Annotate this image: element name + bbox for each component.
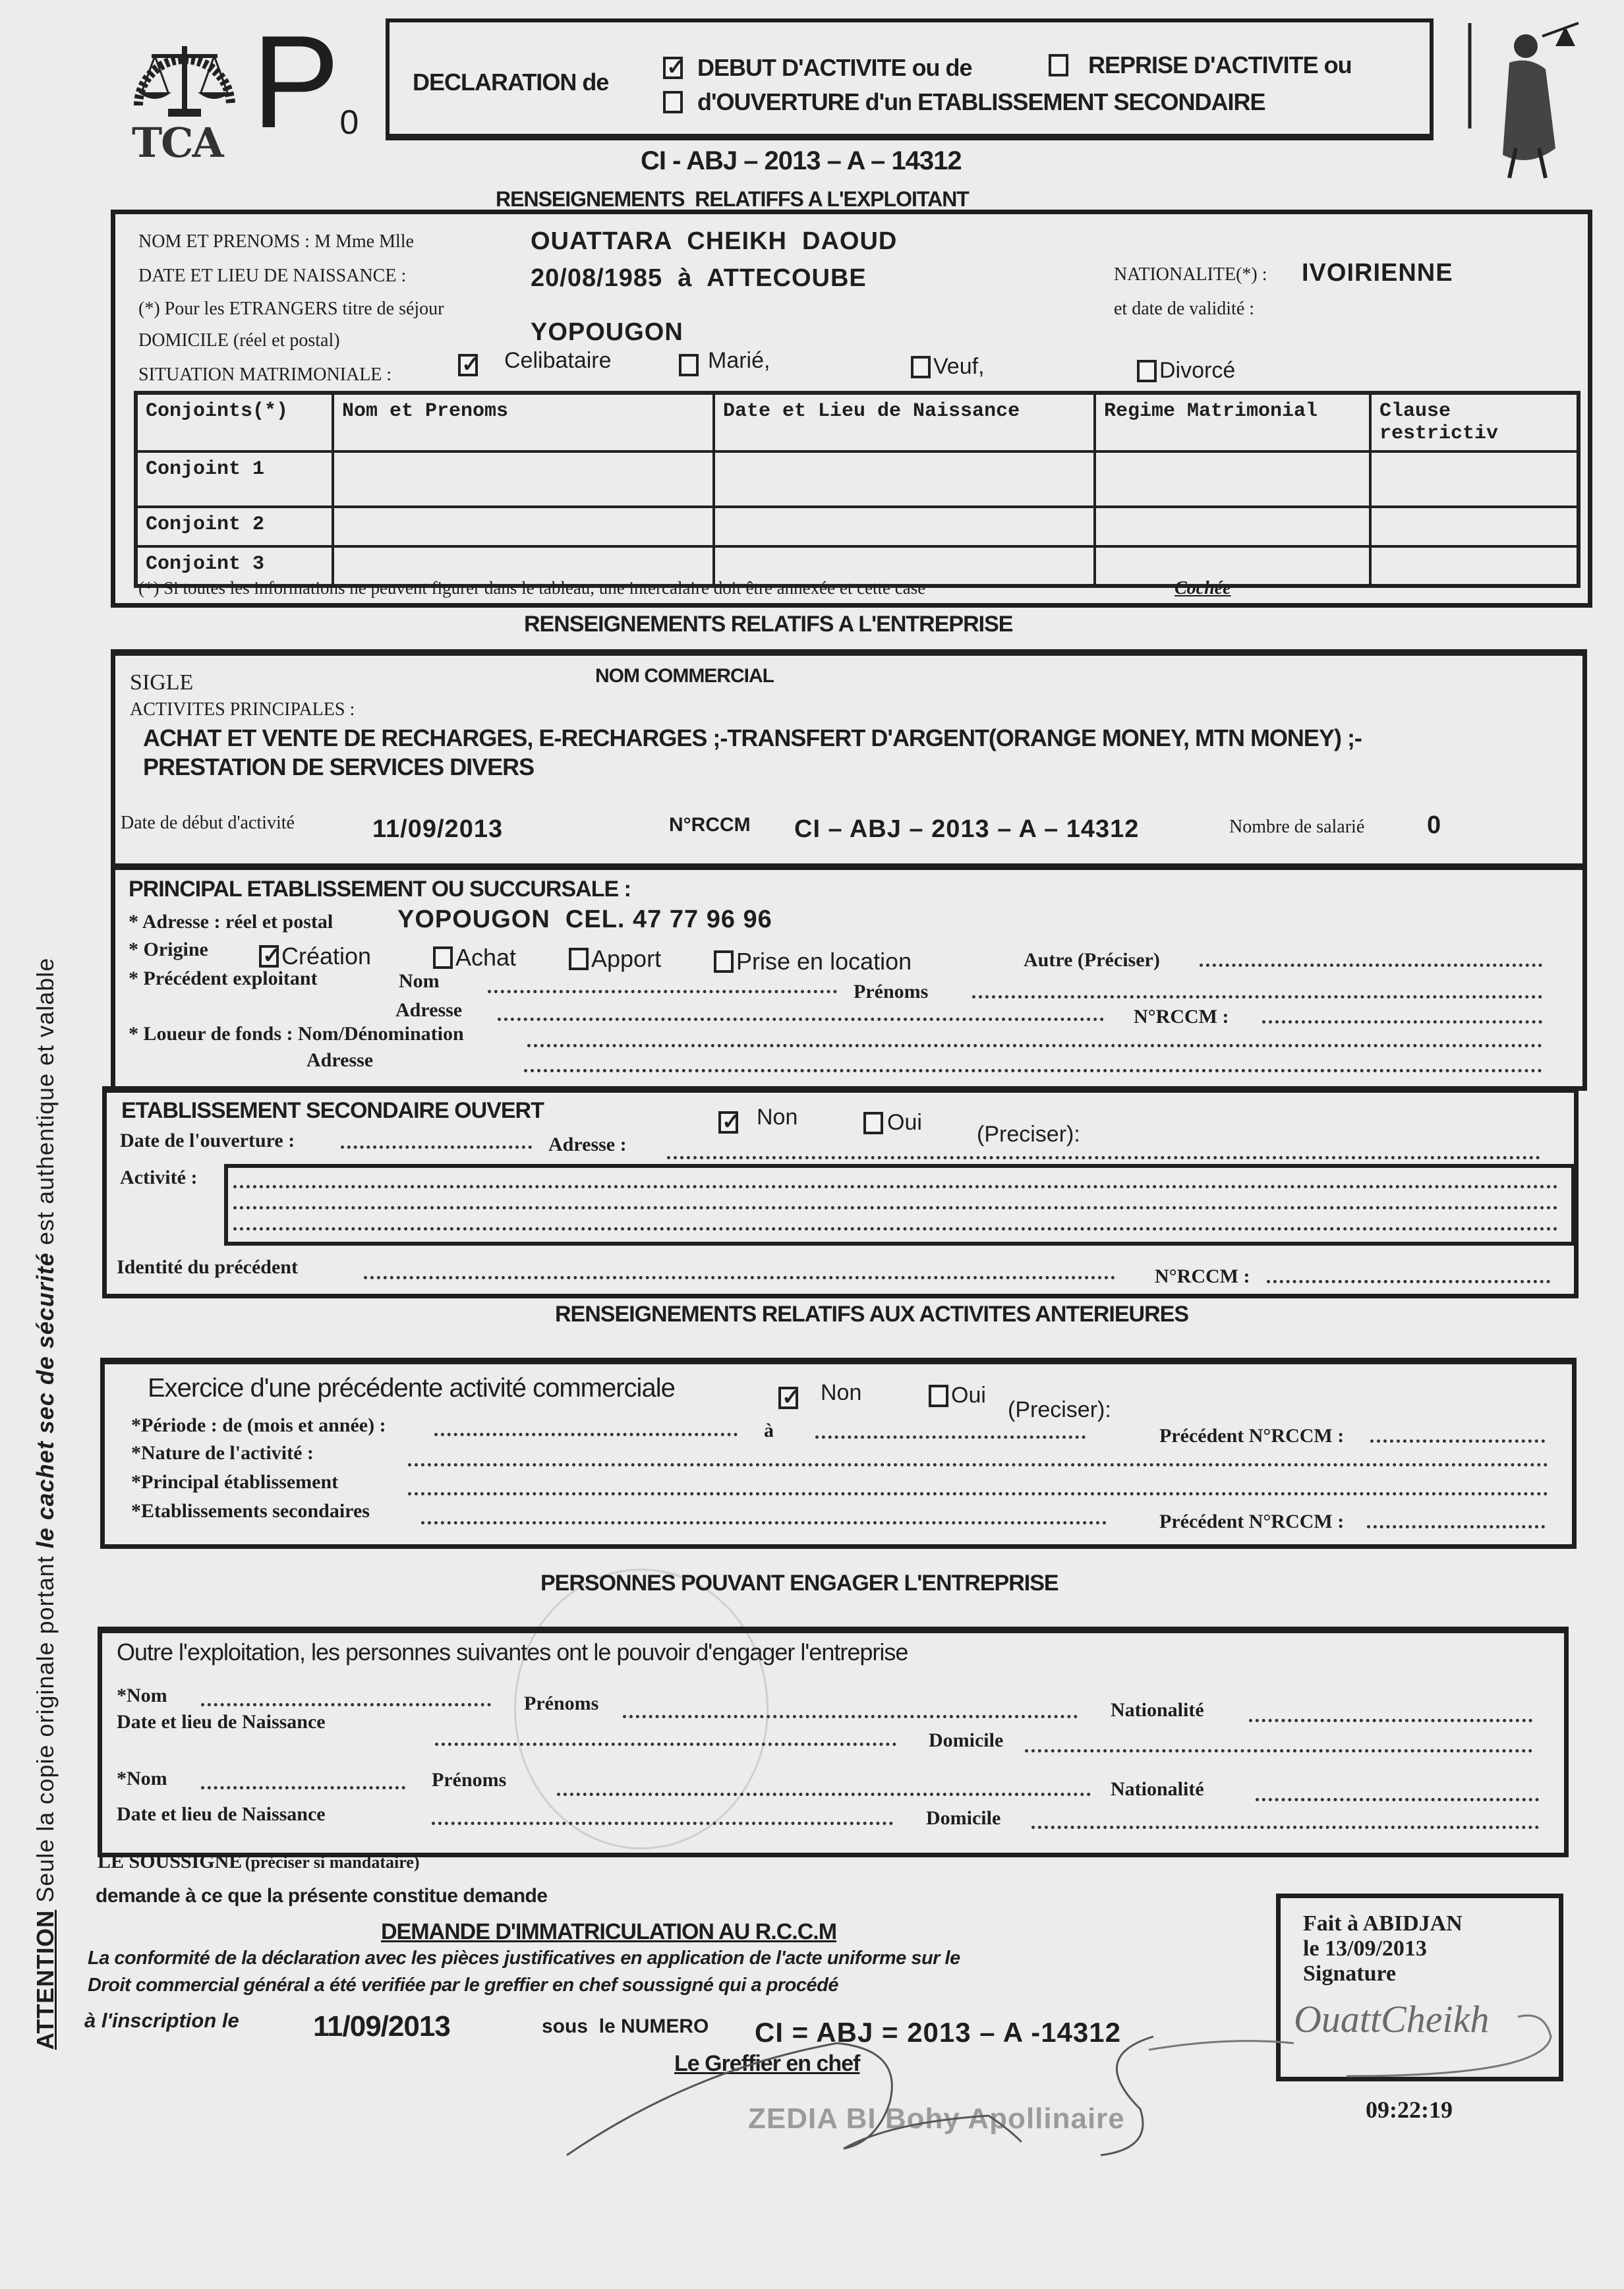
etablissement-secondaire-box: [102, 1086, 1579, 1298]
loueur-label: * Loueur de fonds : Nom/Dénomination: [129, 1023, 464, 1045]
precedent-prenoms-label: Prénoms: [854, 981, 929, 1002]
nationalite-label: NATIONALITE(*) :: [1114, 264, 1267, 285]
secondaire-non[interactable]: ✓ Non: [718, 1105, 798, 1134]
secondaire-title: ETABLISSEMENT SECONDAIRE OUVERT: [121, 1098, 544, 1123]
table-cell[interactable]: [714, 507, 1095, 546]
person-2-nationalite-label: Nationalité: [1111, 1778, 1204, 1800]
table-cell[interactable]: [714, 451, 1095, 507]
situation-marie[interactable]: Marié,: [679, 354, 770, 376]
exploitant-section-title: RENSEIGNEMENTS RELATIFFS A L'EXPLOITANT: [496, 187, 969, 211]
time-stamp: 09:22:19: [1366, 2097, 1453, 2123]
table-cell: Conjoint 1: [136, 451, 333, 507]
achat-checkbox[interactable]: [433, 946, 453, 969]
person-2-domicile-field[interactable]: [1031, 1822, 1539, 1829]
inscription-label: à l'inscription le: [84, 2009, 239, 2032]
situation-celibataire[interactable]: ✓ Celibataire: [458, 354, 612, 376]
principal-etab-label: *Principal établissement: [131, 1471, 339, 1493]
form-code-sub: 0: [339, 103, 359, 142]
soussigne-line: [98, 1851, 419, 1873]
option-ouverture-secondaire[interactable]: d'OUVERTURE d'un ETABLISSEMENT SECONDAIRE: [663, 88, 1265, 116]
precedent-rccm-label: N°RCCM :: [1134, 1006, 1229, 1028]
sigle-label: SIGLE: [130, 670, 194, 695]
etrangers-label: (*) Pour les ETRANGERS titre de séjour: [138, 299, 444, 319]
person-1-naissance-field[interactable]: [435, 1739, 896, 1746]
entreprise-rccm-label: N°RCCM: [669, 814, 751, 836]
activite-label: Activité :: [120, 1167, 198, 1188]
secondaire-rccm-label: N°RCCM :: [1155, 1265, 1250, 1287]
nom-label: NOM ET PRENOMS : M Mme Mlle: [138, 231, 414, 252]
margin-attention: ATTENTION: [32, 1909, 59, 2050]
origine-prise-en-location[interactable]: Prise en location: [714, 948, 912, 975]
reprise-activite-checkbox[interactable]: [1049, 54, 1068, 76]
periode-a-label: à: [764, 1420, 774, 1441]
anterieures-section-title: RENSEIGNEMENTS RELATIFS AUX ACTIVITES ANTERIEURES: [555, 1302, 1189, 1327]
table-cell[interactable]: [1370, 546, 1579, 586]
table-header: Nom et Prenoms: [333, 393, 714, 451]
person-1-prenoms-field[interactable]: [623, 1711, 1078, 1718]
table-cell[interactable]: [333, 451, 714, 507]
apport-checkbox[interactable]: [569, 948, 589, 970]
secondaire-adresse-label: Adresse :: [548, 1134, 627, 1155]
court-logo: [125, 26, 244, 165]
fait-a-label: Fait à ABIDJAN: [1303, 1911, 1463, 1936]
soussigne-label: LE SOUSSIGNE: [98, 1851, 243, 1872]
periode-de-field[interactable]: [434, 1429, 738, 1436]
table-cell[interactable]: [1095, 546, 1370, 586]
form-code-letter: P: [252, 9, 340, 156]
precedent-rccm-field-1[interactable]: [1370, 1435, 1545, 1443]
periode-a-field[interactable]: [815, 1432, 1086, 1439]
secondaire-adresse-field[interactable]: [667, 1152, 1540, 1159]
nationalite-value: IVOIRIENNE: [1302, 259, 1453, 287]
origine-label: * Origine: [129, 939, 208, 960]
nom-value: OUATTARA CHEIKH DAOUD: [531, 227, 898, 255]
margin-authenticity-note: [32, 958, 59, 2050]
principal-etablissement-box: [111, 863, 1587, 1091]
table-cell[interactable]: [1095, 507, 1370, 546]
header-rccm-number: CI - ABJ – 2013 – A – 14312: [641, 146, 962, 175]
situation-label: SITUATION MATRIMONIALE :: [138, 364, 392, 385]
conjoints-table: [134, 391, 1580, 588]
greffier-label: Le Greffier en chef: [674, 2051, 860, 2076]
table-header: Conjoints(*): [136, 393, 333, 451]
numero-value: CI = ABJ = 2013 – A -14312: [755, 2017, 1121, 2048]
logo-initials: TCA: [132, 119, 223, 167]
personnes-box: [98, 1627, 1569, 1857]
table-cell[interactable]: [1370, 507, 1579, 546]
anterieures-non-checkbox[interactable]: [778, 1387, 798, 1409]
table-row: [136, 507, 1579, 546]
precedent-prenoms-field[interactable]: [972, 991, 1542, 999]
marie-checkbox[interactable]: [679, 354, 699, 376]
secondaire-rccm-field[interactable]: [1267, 1276, 1550, 1283]
precedent-rccm-field-2[interactable]: [1367, 1521, 1545, 1528]
signature-scrawl[interactable]: OuattCheikh: [1294, 1998, 1490, 2041]
conformite-line-1: La conformité de la déclaration avec les pièces justificatives en application de l'acte uniforme sur le: [88, 1948, 960, 1969]
cochee-link[interactable]: Cochée: [1174, 578, 1231, 598]
personnes-intro: Outre l'exploitation, les personnes suivantes ont le pouvoir d'engager l'entreprise: [117, 1638, 908, 1666]
domicile-label: DOMICILE (réel et postal): [138, 330, 340, 351]
table-header: Clause restrictiv: [1370, 393, 1579, 451]
identite-precedent-label: Identité du précédent: [117, 1256, 298, 1278]
activite-textarea[interactable]: [224, 1164, 1575, 1246]
table-header: Regime Matrimonial: [1095, 393, 1370, 451]
fait-date-label: le 13/09/2013: [1303, 1936, 1427, 1961]
person-1-naissance-label: Date et lieu de Naissance: [117, 1711, 326, 1733]
soussigne-note: (préciser si mandataire): [245, 1853, 420, 1872]
person-1-domicile-field[interactable]: [1025, 1745, 1532, 1753]
demande-title: DEMANDE D'IMMATRICULATION AU R.C.C.M: [381, 1919, 837, 1944]
greffier-stamp: ZEDIA BI Bohy Apollinaire: [748, 2102, 1125, 2135]
origine-apport[interactable]: Apport: [569, 945, 661, 973]
margin-text-1: Seule la copie originale portant: [32, 1555, 59, 1903]
person-2-naissance-field[interactable]: [432, 1818, 893, 1825]
table-cell[interactable]: [1095, 451, 1370, 507]
creation-checkbox[interactable]: [259, 945, 279, 968]
lady-justice-figure: [1457, 16, 1588, 181]
secondaire-preciser: (Preciser):: [977, 1122, 1080, 1147]
signature-label: Signature: [1303, 1961, 1397, 1986]
option-reprise-activite[interactable]: REPRISE D'ACTIVITE ou: [1049, 51, 1352, 79]
entreprise-box: [111, 649, 1587, 868]
numero-label: sous le NUMERO: [542, 2015, 709, 2037]
table-header-row: [136, 393, 1579, 451]
activites-line-1: ACHAT ET VENTE DE RECHARGES, E-RECHARGES ;-TRANSFERT D'ARGENT(ORANGE MONEY, MTN MONEY) ;-: [143, 724, 1362, 751]
precedent-rccm-label-2: Précédent N°RCCM :: [1159, 1511, 1345, 1532]
prise-en-location-checkbox[interactable]: [714, 950, 734, 973]
margin-text-2: est authentique et valable: [32, 957, 59, 1246]
person-2-nationalite-field[interactable]: [1256, 1794, 1539, 1801]
precedent-rccm-field[interactable]: [1262, 1016, 1542, 1024]
situation-veuf[interactable]: Veuf,: [911, 354, 985, 380]
principal-adresse-value: YOPOUGON CEL. 47 77 96 96: [397, 906, 772, 933]
precedent-nom-label: Nom: [399, 970, 440, 992]
origine-achat[interactable]: Achat: [433, 944, 516, 971]
loueur-nom-field[interactable]: [527, 1040, 1542, 1047]
anterieures-non[interactable]: ✓ Non: [778, 1380, 861, 1409]
precedent-adresse-label: Adresse: [395, 999, 463, 1021]
date-ouverture-field[interactable]: [341, 1142, 532, 1149]
signature-box: [1276, 1894, 1563, 2081]
exploitant-box: [111, 210, 1592, 608]
person-1-prenoms-label: Prénoms: [524, 1693, 599, 1714]
date-ouverture-label: Date de l'ouverture :: [120, 1130, 295, 1151]
divorce-checkbox[interactable]: [1137, 360, 1157, 382]
activite-line: [233, 1202, 1558, 1209]
secondaire-non-checkbox[interactable]: [718, 1111, 738, 1134]
table-row: [136, 451, 1579, 507]
precedent-adresse-field[interactable]: [498, 1014, 1104, 1021]
situation-divorce[interactable]: Divorcé: [1137, 358, 1235, 384]
date-debut-value: 11/09/2013: [372, 815, 504, 843]
person-2-domicile-label: Domicile: [926, 1807, 1001, 1829]
inscription-date: 11/09/2013: [313, 2010, 450, 2043]
secondaire-oui[interactable]: Oui: [863, 1110, 922, 1136]
precedent-exploitant-label: * Précédent exploitant: [129, 968, 318, 989]
nature-field[interactable]: [408, 1459, 1548, 1466]
table-cell[interactable]: [1370, 451, 1579, 507]
anterieures-subtitle: Exercice d'une précédente activité commerciale: [148, 1374, 675, 1403]
activites-anterieures-box: [100, 1358, 1577, 1549]
conjoints-footnote: (*) Si toutes les informations ne peuvent figurer dans le tableau, une intercalaire doit être annexée et cette case: [138, 578, 926, 598]
secondaires-label: *Etablissements secondaires: [131, 1500, 370, 1522]
nom-commercial-label: NOM COMMERCIAL: [595, 665, 774, 687]
declaration-box: [386, 18, 1434, 140]
activites-line-2: PRESTATION DE SERVICES DIVERS: [143, 753, 535, 780]
principal-etab-field[interactable]: [408, 1488, 1548, 1495]
periode-label: *Période : de (mois et année) :: [131, 1414, 386, 1436]
person-1-nom-field[interactable]: [201, 1699, 491, 1706]
table-cell[interactable]: [333, 507, 714, 546]
entreprise-section-title: RENSEIGNEMENTS RELATIFS A L'ENTREPRISE: [524, 612, 1013, 637]
entreprise-rccm-value: CI – ABJ – 2013 – A – 14312: [794, 815, 1140, 843]
person-1-domicile-label: Domicile: [929, 1729, 1004, 1751]
activite-line: [233, 1223, 1558, 1231]
person-2-nom-label: *Nom: [117, 1768, 167, 1789]
person-2-nom-field[interactable]: [201, 1782, 405, 1789]
loueur-adresse-label: Adresse: [306, 1049, 374, 1071]
nature-label: *Nature de l'activité :: [131, 1442, 314, 1464]
veuf-checkbox[interactable]: [911, 356, 931, 378]
origine-creation[interactable]: ✓ Création: [259, 942, 371, 970]
secondaire-oui-checkbox[interactable]: [863, 1112, 883, 1134]
naissance-value: 20/08/1985 à ATTECOUBE: [531, 264, 867, 292]
domicile-value: YOPOUGON: [531, 318, 683, 346]
principal-adresse-label: * Adresse : réel et postal: [129, 911, 334, 933]
naissance-label: DATE ET LIEU DE NAISSANCE :: [138, 266, 407, 286]
precedent-nom-field[interactable]: [488, 986, 837, 993]
person-1-nom-label: *Nom: [117, 1685, 167, 1706]
table-cell: Conjoint 3: [136, 546, 333, 586]
activite-line: [233, 1181, 1558, 1188]
personnes-section-title: PERSONNES POUVANT ENGAGER L'ENTREPRISE: [540, 1571, 1058, 1596]
conformite-line-2: Droit commercial général a été verifiée par le greffier en chef soussigné qui a procédé: [88, 1975, 838, 1996]
salaries-value: 0: [1427, 811, 1442, 839]
person-2-prenoms-field[interactable]: [557, 1789, 1091, 1796]
anterieures-oui[interactable]: Oui: [929, 1383, 986, 1408]
secondaires-field[interactable]: [421, 1517, 1107, 1524]
debut-activite-checkbox[interactable]: [663, 57, 683, 79]
person-2-naissance-label: Date et lieu de Naissance: [117, 1803, 326, 1825]
person-2-prenoms-label: Prénoms: [432, 1769, 507, 1791]
autre-label: Autre (Préciser): [1024, 949, 1160, 971]
lady-justice-icon: [1457, 16, 1588, 181]
anterieures-oui-checkbox[interactable]: [929, 1385, 948, 1407]
demande-text: demande à ce que la présente constitue demande: [96, 1885, 548, 1907]
activites-label: ACTIVITES PRINCIPALES :: [130, 699, 355, 720]
person-1-nationalite-field[interactable]: [1249, 1715, 1532, 1722]
validite-label: et date de validité :: [1114, 299, 1255, 319]
table-cell: Conjoint 2: [136, 507, 333, 546]
salaries-label: Nombre de salarié: [1229, 817, 1365, 837]
identite-precedent-field[interactable]: [364, 1272, 1115, 1279]
autre-field[interactable]: [1200, 960, 1542, 967]
declaration-label: DECLARATION de: [413, 69, 609, 96]
table-header: Date et Lieu de Naissance: [714, 393, 1095, 451]
margin-text-italic: le cachet sec de sécurité: [32, 1252, 59, 1549]
anterieures-preciser: (Preciser):: [1008, 1397, 1111, 1422]
person-1-nationalite-label: Nationalité: [1111, 1699, 1204, 1721]
option-debut-activite[interactable]: ✓ DEBUT D'ACTIVITE ou de: [663, 54, 972, 82]
signature-underline-loop: [1149, 1997, 1571, 2083]
principal-title: PRINCIPAL ETABLISSEMENT OU SUCCURSALE :: [129, 877, 631, 902]
form-code: [252, 9, 359, 156]
ouverture-secondaire-checkbox[interactable]: [663, 91, 683, 113]
celibataire-checkbox[interactable]: [458, 354, 478, 376]
date-debut-label: Date de début d'activité: [121, 813, 295, 833]
precedent-rccm-label-1: Précédent N°RCCM :: [1159, 1425, 1345, 1447]
loueur-adresse-field[interactable]: [524, 1065, 1542, 1072]
